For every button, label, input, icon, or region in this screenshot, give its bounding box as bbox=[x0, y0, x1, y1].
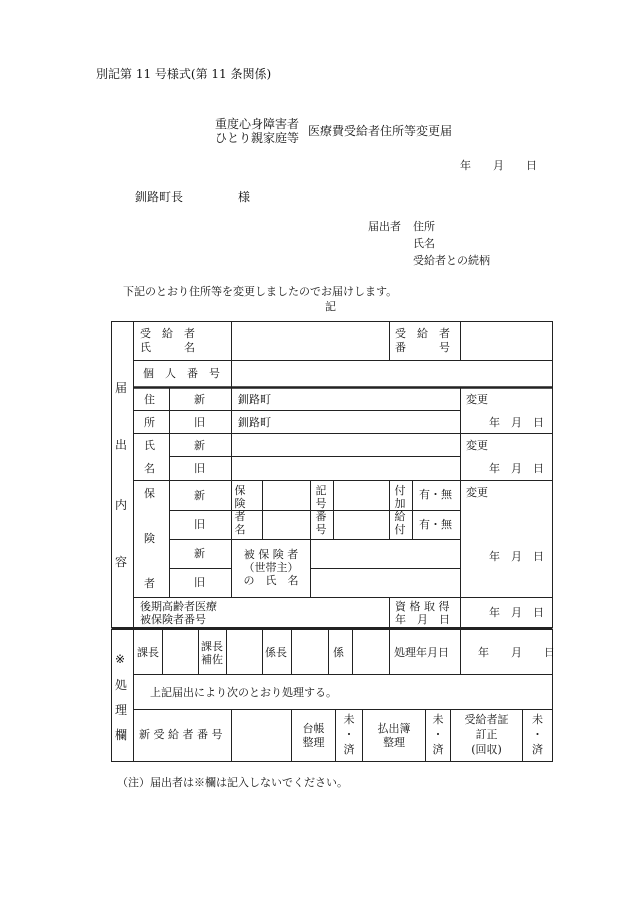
applicant-label: 届出者 bbox=[368, 220, 401, 233]
change-date[interactable]: 年 月 日 bbox=[489, 416, 544, 429]
certificate-status[interactable]: 未 bbox=[532, 713, 543, 726]
deputy-chief-label: 課長 bbox=[201, 640, 223, 653]
form-reference: 別記第 11 号様式(第 11 条関係) bbox=[96, 67, 272, 81]
applicant-name-label: 氏名 bbox=[413, 237, 435, 250]
payout-status[interactable]: ・ bbox=[432, 728, 444, 741]
payout-label: 払出簿 bbox=[377, 722, 411, 735]
old-label: 旧 bbox=[194, 518, 205, 531]
ledger-status[interactable]: 済 bbox=[343, 743, 355, 756]
old-label: 旧 bbox=[194, 576, 205, 589]
name-label: 氏 bbox=[144, 439, 155, 452]
certificate-label: (回収) bbox=[471, 743, 502, 756]
change-label: 変更 bbox=[466, 393, 488, 406]
insurer-name-label: 保険者名 bbox=[234, 484, 246, 536]
insurance-label: 者 bbox=[144, 577, 155, 590]
personal-number-field[interactable] bbox=[232, 361, 552, 387]
processing-side-label: 理 bbox=[115, 703, 128, 717]
certificate-status[interactable]: ・ bbox=[532, 728, 543, 741]
applicant-address-label: 住所 bbox=[413, 220, 435, 233]
addressee-suffix: 様 bbox=[238, 190, 251, 204]
processing-side-label: 処 bbox=[115, 678, 128, 692]
processing-date-label: 処理年月日 bbox=[394, 646, 449, 659]
symbol-number-field[interactable] bbox=[334, 481, 389, 539]
symbol-number-label: 記号番号 bbox=[315, 484, 327, 536]
insured-name-label: （世帯主） bbox=[243, 561, 299, 574]
date-field: 年 月 日 bbox=[460, 159, 537, 172]
address-label: 所 bbox=[144, 416, 155, 429]
new-label: 新 bbox=[194, 439, 205, 452]
subsection-chief-label: 係長 bbox=[265, 646, 287, 659]
insurance-label: 保 bbox=[144, 487, 155, 500]
ki-label: 記 bbox=[325, 300, 336, 313]
elder-insured-number-label: 後期高齢者医療 bbox=[140, 600, 217, 613]
side-label-char: 届 bbox=[115, 381, 128, 395]
insured-name-old-field[interactable] bbox=[311, 569, 460, 597]
name-label: 名 bbox=[144, 462, 155, 475]
personal-number-label: 個 人 番 号 bbox=[143, 367, 220, 380]
address-label: 住 bbox=[144, 393, 155, 406]
new-recipient-number-label: 新 受 給 者 番 号 bbox=[139, 728, 223, 741]
old-address-field[interactable]: 釧路町 bbox=[238, 416, 271, 429]
title-category-2: ひとり親家庭等 bbox=[215, 131, 300, 145]
change-date[interactable]: 年 月 日 bbox=[489, 550, 544, 563]
page-title: 医療費受給者住所等変更届 bbox=[308, 124, 453, 138]
elder-insured-number-label: 被保険者番号 bbox=[140, 613, 206, 626]
new-recipient-number-field[interactable] bbox=[232, 710, 291, 761]
staff-label: 係 bbox=[333, 646, 344, 659]
recipient-number-label: 番 号 bbox=[395, 341, 450, 354]
addressee: 釧路町長 bbox=[135, 190, 184, 204]
side-label-char: 内 bbox=[115, 498, 128, 512]
qualification-date[interactable]: 年 月 日 bbox=[489, 606, 544, 619]
applicant-relation-label: 受給者との続柄 bbox=[413, 254, 490, 267]
insured-name-label: 被 保 険 者 bbox=[243, 548, 299, 561]
payout-label: 整理 bbox=[383, 736, 405, 749]
side-label-char: 容 bbox=[115, 555, 128, 569]
processing-date[interactable]: 年 月 日 bbox=[478, 646, 555, 659]
new-label: 新 bbox=[194, 547, 205, 560]
certificate-status[interactable]: 済 bbox=[532, 743, 543, 756]
insured-name-label: の 氏 名 bbox=[243, 574, 299, 587]
recipient-number-label: 受 給 者 bbox=[395, 327, 450, 340]
certificate-label: 受給者証 bbox=[464, 713, 509, 726]
processing-side-label: ※ bbox=[115, 652, 126, 666]
old-name-field[interactable] bbox=[232, 457, 460, 480]
old-label: 旧 bbox=[194, 416, 205, 429]
old-label: 旧 bbox=[194, 462, 205, 475]
elder-insured-number-field[interactable] bbox=[232, 598, 389, 627]
addon-benefit-label: 付加給付 bbox=[394, 484, 406, 536]
footnote: （注）届出者は※欄は記入しないでください。 bbox=[117, 776, 348, 789]
new-name-field[interactable] bbox=[232, 434, 460, 456]
deputy-chief-label: 補佐 bbox=[201, 653, 223, 666]
recipient-name-label: 受 給 者 bbox=[140, 327, 195, 340]
processing-statement: 上記届出により次のとおり処理する。 bbox=[150, 686, 337, 699]
qualification-date-label: 資 格 取 得 bbox=[395, 600, 450, 613]
new-label: 新 bbox=[194, 489, 205, 502]
change-date[interactable]: 年 月 日 bbox=[489, 462, 544, 475]
new-label: 新 bbox=[194, 393, 205, 406]
change-label: 変更 bbox=[466, 486, 488, 499]
addon-yes-no[interactable]: 有・無 bbox=[419, 488, 452, 501]
insured-name-new-field[interactable] bbox=[311, 540, 460, 568]
insurer-name-field[interactable] bbox=[263, 481, 310, 539]
ledger-label: 台帳 bbox=[302, 722, 325, 735]
recipient-name-field[interactable] bbox=[232, 322, 389, 360]
side-label-char: 出 bbox=[115, 438, 128, 452]
addon-yes-no[interactable]: 有・無 bbox=[419, 518, 452, 531]
payout-status[interactable]: 済 bbox=[432, 743, 444, 756]
insurance-label: 険 bbox=[144, 532, 155, 545]
change-label: 変更 bbox=[466, 439, 488, 452]
qualification-date-label: 年 月 日 bbox=[395, 613, 450, 626]
payout-status[interactable]: 未 bbox=[432, 713, 444, 726]
recipient-name-label: 氏 名 bbox=[140, 341, 195, 354]
certificate-label: 訂正 bbox=[475, 728, 498, 741]
recipient-number-field[interactable] bbox=[461, 322, 552, 360]
title-category-1: 重度心身障害者 bbox=[215, 117, 300, 131]
new-address-field[interactable]: 釧路町 bbox=[238, 393, 271, 406]
section-chief-label: 課長 bbox=[137, 646, 159, 659]
ledger-label: 整理 bbox=[302, 736, 325, 749]
ledger-status[interactable]: 未 bbox=[343, 713, 355, 726]
ledger-status[interactable]: ・ bbox=[343, 728, 355, 741]
processing-side-label: 欄 bbox=[115, 728, 128, 742]
statement: 下記のとおり住所等を変更しましたのでお届けします。 bbox=[123, 285, 398, 298]
